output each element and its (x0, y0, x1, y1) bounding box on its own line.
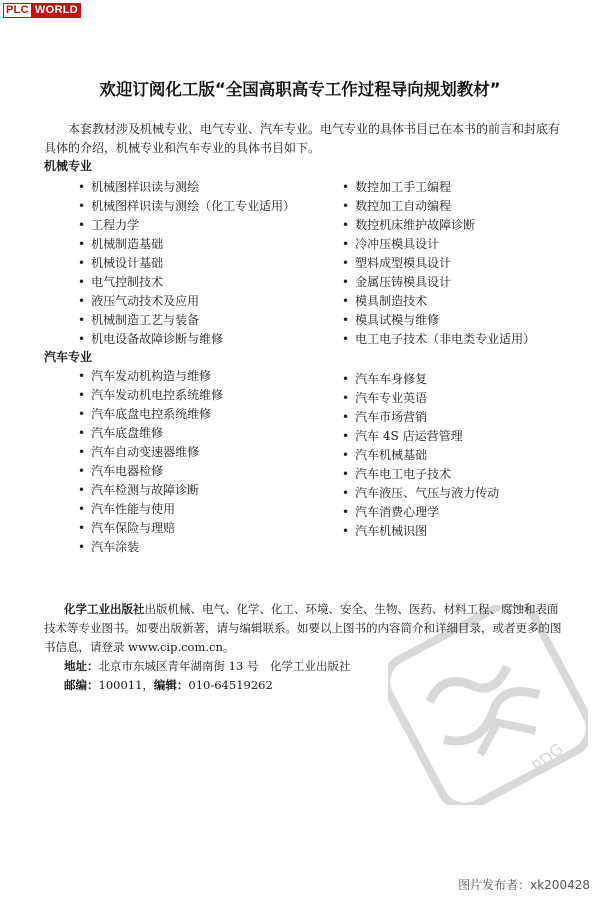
auto-left-item: • 汽车底盘电控系统维修 (78, 405, 211, 422)
mech-left-item: • 机械设计基础 (78, 254, 163, 271)
auto-right-item: • 汽车 4S 店运营管理 (342, 427, 463, 444)
phone-value: 010-64519262 (188, 678, 273, 692)
mech-right-item: • 电工电子技术（非电类专业适用） (342, 330, 535, 347)
image-credit: 图片发布者：xk200428 (458, 878, 590, 892)
auto-heading: 汽车专业 (44, 350, 93, 364)
mech-right-item: • 金属压铸模具设计 (342, 273, 451, 290)
auto-left-item: • 汽车保险与理赔 (78, 519, 175, 536)
mech-right-item: • 塑料成型模具设计 (342, 254, 451, 271)
auto-left-item: • 汽车发动机电控系统维修 (78, 386, 223, 403)
publisher-text: 出版机械、电气、化学、化工、环境、安全、生物、医药、材料工程、腐蚀和表面技术等专业图书。如要出版新著，请与编辑联系。如要以上图书的内容简介和详细目录，或者更多的图书信息，请登录 www.cip.com.cn。 (44, 602, 562, 654)
auto-right-item: • 汽车机械基础 (342, 446, 427, 463)
auto-right-item: • 汽车车身修复 (342, 370, 427, 387)
mech-left-item: • 机械图样识读与测绘（化工专业适用） (78, 197, 295, 214)
auto-right-item: • 汽车专业英语 (342, 389, 427, 406)
mech-left-item: • 机械制造工艺与装备 (78, 311, 199, 328)
mech-heading: 机械专业 (44, 159, 93, 173)
auto-right-item: • 汽车机械识图 (342, 522, 427, 539)
watermark-text: PDG (528, 739, 567, 777)
mech-right-item: • 模具制造技术 (342, 292, 427, 309)
mech-left-item: • 工程力学 (78, 216, 139, 233)
phone-label: 编辑： (153, 678, 189, 692)
auto-left-item: • 汽车性能与使用 (78, 500, 175, 517)
auto-right-item: • 汽车电工电子技术 (342, 465, 451, 482)
auto-left-item: • 汽车检测与故障诊断 (78, 481, 199, 498)
publisher-name: 化学工业出版社 (64, 602, 145, 616)
mech-left-item: • 机电设备故障诊断与维修 (78, 330, 223, 347)
auto-right-item: • 汽车消费心理学 (342, 503, 439, 520)
auto-left-item: • 汽车发动机构造与维修 (78, 367, 211, 384)
mech-right-item: • 模具试模与维修 (342, 311, 439, 328)
mech-right-item: • 冷冲压模具设计 (342, 235, 439, 252)
mech-right-item: • 数控加工自动编程 (342, 197, 451, 214)
address-line (64, 658, 350, 674)
mech-left-item: • 机械图样识读与测绘 (78, 178, 199, 195)
seal-watermark-icon (388, 605, 588, 805)
postcode-label: 邮编： (64, 678, 99, 692)
auto-right-item: • 汽车市场营销 (342, 408, 427, 425)
mech-left-item: • 机械制造基础 (78, 235, 163, 252)
auto-left-item: • 汽车底盘维修 (78, 424, 163, 441)
auto-left-item: • 汽车自动变速器维修 (78, 443, 199, 460)
mech-right-item: • 数控机床维护故障诊断 (342, 216, 475, 233)
postcode-value: 100011， (98, 678, 154, 692)
mech-left-item: • 电气控制技术 (78, 273, 163, 290)
address-label: 地址： (64, 659, 99, 673)
mech-left-item: • 液压气动技术及应用 (78, 292, 199, 309)
address-value: 北京市东城区青年湖南街 13 号 化学工业出版社 (98, 659, 351, 673)
page-title: 欢迎订阅化工版“全国高职高专工作过程导向规划教材” (99, 80, 501, 99)
contact-line (64, 677, 273, 693)
auto-right-item: • 汽车液压、气压与液力传动 (342, 484, 499, 501)
logo-world-text: WORLD (32, 3, 81, 18)
auto-left-item: • 汽车涂装 (78, 538, 139, 555)
plc-world-logo (3, 3, 81, 18)
intro-paragraph: 本套教材涉及机械专业、电气专业、汽车专业。电气专业的具体书目已在本书的前言和封底有具体的介绍，机械专业和汽车专业的具体书目如下。 (44, 122, 561, 155)
logo-plc-text: PLC (3, 3, 32, 18)
mech-right-item: • 数控加工手工编程 (342, 178, 451, 195)
auto-left-item: • 汽车电器检修 (78, 462, 163, 479)
